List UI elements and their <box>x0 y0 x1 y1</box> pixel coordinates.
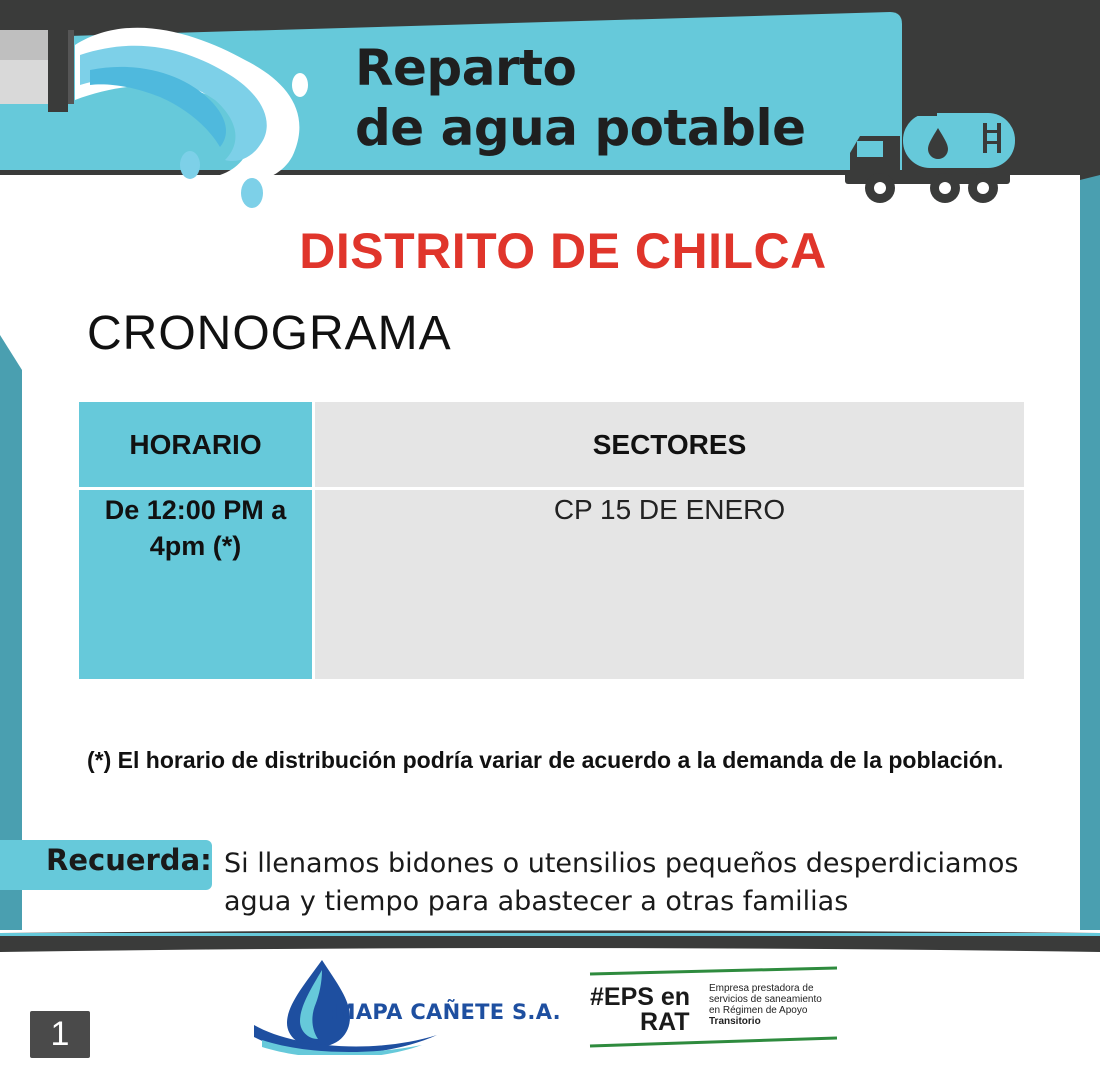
horario-line1: De 12:00 PM a <box>104 495 287 525</box>
water-splash-icon <box>70 15 330 215</box>
column-header-sectores: SECTORES <box>315 402 1024 490</box>
cell-horario <box>79 490 315 679</box>
schedule-table <box>79 402 1024 679</box>
table-row <box>79 490 1024 679</box>
eps-desc-4: Transitorio <box>709 1016 761 1027</box>
cell-sector: CP 15 DE ENERO <box>315 490 1024 679</box>
table-header-row <box>79 402 1024 490</box>
eps-line1: #EPS en <box>590 983 691 1011</box>
reminder-text-line1: Si llenamos bidones o utensilios pequeños desperdiciamos <box>224 848 1019 879</box>
water-truck-icon <box>845 108 1020 213</box>
reminder-text-line2: agua y tiempo para abastecer a otras familias <box>224 886 849 917</box>
header-title-line1: Reparto <box>355 39 577 97</box>
eps-line2: RAT <box>640 1008 690 1036</box>
emapa-name: EMAPA CAÑETE S.A. <box>320 1000 561 1024</box>
reminder-label: Recuerda: <box>46 843 212 877</box>
column-header-horario: HORARIO <box>79 402 315 490</box>
header-title <box>355 38 806 158</box>
reminder-text <box>224 845 1084 921</box>
district-title: DISTRITO DE CHILCA <box>299 223 827 279</box>
header-title-line2: de agua potable <box>355 99 806 157</box>
eps-desc-3: en Régimen de Apoyo <box>709 1005 808 1016</box>
horario-line2: 4pm (*) <box>149 531 242 561</box>
schedule-heading: CRONOGRAMA <box>87 307 452 360</box>
page-number-badge[interactable]: 1 <box>30 1011 90 1058</box>
eps-desc-1: Empresa prestadora de <box>709 983 814 994</box>
schedule-note: (*) El horario de distribución podría variar de acuerdo a la demanda de la población. <box>87 747 1004 773</box>
pipe-icon <box>0 18 80 118</box>
eps-desc-2: servicios de saneamiento <box>709 994 822 1005</box>
